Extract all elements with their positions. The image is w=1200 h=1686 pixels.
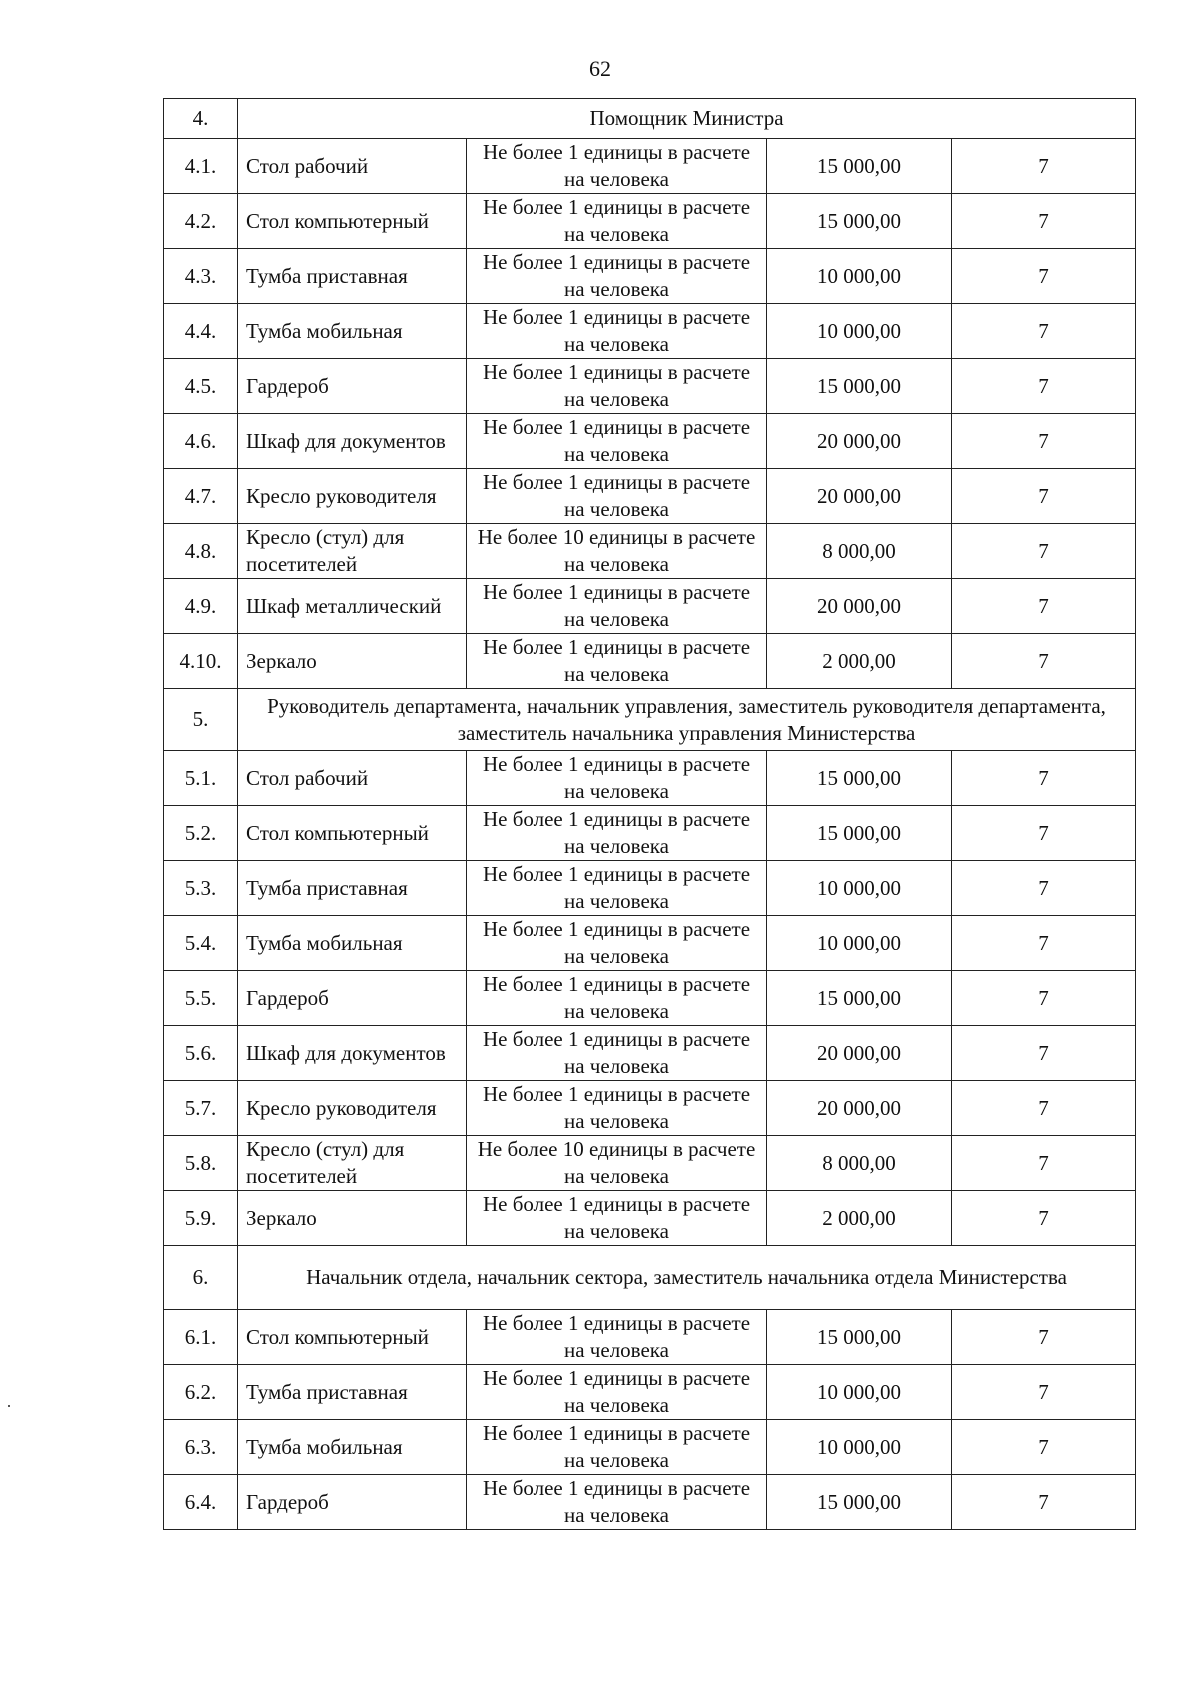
item-name: Тумба приставная	[238, 1365, 467, 1420]
table-row	[164, 916, 1136, 971]
table-row	[164, 1026, 1136, 1081]
item-number: 5.6.	[164, 1026, 238, 1081]
item-quantity-norm: Не более 10 единицы в расчете на человека	[467, 524, 767, 579]
table-row	[164, 806, 1136, 861]
item-price: 15 000,00	[767, 806, 952, 861]
item-name: Гардероб	[238, 1475, 467, 1530]
section-header-row	[164, 1246, 1136, 1310]
table-row	[164, 139, 1136, 194]
item-name: Стол рабочий	[238, 139, 467, 194]
item-service-life: 7	[952, 1026, 1136, 1081]
item-service-life: 7	[952, 194, 1136, 249]
item-price: 15 000,00	[767, 139, 952, 194]
table-row	[164, 1310, 1136, 1365]
table-row	[164, 524, 1136, 579]
item-quantity-norm: Не более 1 единицы в расчете на человека	[467, 1475, 767, 1530]
item-number: 4.4.	[164, 304, 238, 359]
item-quantity-norm: Не более 1 единицы в расчете на человека	[467, 806, 767, 861]
item-name: Тумба мобильная	[238, 304, 467, 359]
item-name: Тумба приставная	[238, 861, 467, 916]
section-title: Помощник Министра	[238, 99, 1136, 139]
item-number: 5.4.	[164, 916, 238, 971]
item-price: 15 000,00	[767, 359, 952, 414]
item-quantity-norm: Не более 1 единицы в расчете на человека	[467, 971, 767, 1026]
item-name: Кресло руководителя	[238, 1081, 467, 1136]
item-quantity-norm: Не более 1 единицы в расчете на человека	[467, 1081, 767, 1136]
item-number: 5.9.	[164, 1191, 238, 1246]
item-price: 2 000,00	[767, 1191, 952, 1246]
table-body	[164, 99, 1136, 1530]
item-price: 10 000,00	[767, 304, 952, 359]
item-price: 20 000,00	[767, 1081, 952, 1136]
item-quantity-norm: Не более 1 единицы в расчете на человека	[467, 249, 767, 304]
item-number: 5.8.	[164, 1136, 238, 1191]
section-number: 4.	[164, 99, 238, 139]
item-number: 4.2.	[164, 194, 238, 249]
item-service-life: 7	[952, 414, 1136, 469]
item-service-life: 7	[952, 751, 1136, 806]
item-name: Кресло (стул) для посетителей	[238, 524, 467, 579]
item-quantity-norm: Не более 1 единицы в расчете на человека	[467, 861, 767, 916]
item-service-life: 7	[952, 916, 1136, 971]
item-number: 5.7.	[164, 1081, 238, 1136]
item-service-life: 7	[952, 1136, 1136, 1191]
item-name: Гардероб	[238, 359, 467, 414]
table-row	[164, 304, 1136, 359]
item-service-life: 7	[952, 971, 1136, 1026]
section-title: Начальник отдела, начальник сектора, заместитель начальника отдела Министерства	[238, 1246, 1136, 1310]
item-quantity-norm: Не более 10 единицы в расчете на человека	[467, 1136, 767, 1191]
item-quantity-norm: Не более 1 единицы в расчете на человека	[467, 634, 767, 689]
item-quantity-norm: Не более 1 единицы в расчете на человека	[467, 414, 767, 469]
furniture-norms-table	[163, 98, 1136, 1530]
item-name: Тумба мобильная	[238, 1420, 467, 1475]
table-row	[164, 1191, 1136, 1246]
item-price: 8 000,00	[767, 1136, 952, 1191]
table-row	[164, 1475, 1136, 1530]
table-row	[164, 579, 1136, 634]
item-quantity-norm: Не более 1 единицы в расчете на человека	[467, 469, 767, 524]
section-header-row	[164, 689, 1136, 751]
item-quantity-norm: Не более 1 единицы в расчете на человека	[467, 304, 767, 359]
item-quantity-norm: Не более 1 единицы в расчете на человека	[467, 1420, 767, 1475]
item-service-life: 7	[952, 1365, 1136, 1420]
item-price: 10 000,00	[767, 1420, 952, 1475]
item-service-life: 7	[952, 861, 1136, 916]
item-number: 4.8.	[164, 524, 238, 579]
section-number: 6.	[164, 1246, 238, 1310]
table-row	[164, 249, 1136, 304]
item-service-life: 7	[952, 249, 1136, 304]
item-number: 4.6.	[164, 414, 238, 469]
item-service-life: 7	[952, 1081, 1136, 1136]
item-service-life: 7	[952, 579, 1136, 634]
item-number: 4.7.	[164, 469, 238, 524]
item-number: 4.10.	[164, 634, 238, 689]
item-price: 10 000,00	[767, 1365, 952, 1420]
item-number: 4.3.	[164, 249, 238, 304]
item-name: Шкаф металлический	[238, 579, 467, 634]
item-quantity-norm: Не более 1 единицы в расчете на человека	[467, 194, 767, 249]
item-number: 4.9.	[164, 579, 238, 634]
table-row	[164, 359, 1136, 414]
item-number: 5.3.	[164, 861, 238, 916]
table-row	[164, 861, 1136, 916]
item-service-life: 7	[952, 634, 1136, 689]
item-price: 10 000,00	[767, 249, 952, 304]
page-number: 62	[589, 56, 611, 81]
item-service-life: 7	[952, 806, 1136, 861]
item-service-life: 7	[952, 1475, 1136, 1530]
item-price: 15 000,00	[767, 751, 952, 806]
item-number: 5.2.	[164, 806, 238, 861]
item-name: Шкаф для документов	[238, 1026, 467, 1081]
item-name: Гардероб	[238, 971, 467, 1026]
item-price: 15 000,00	[767, 971, 952, 1026]
item-service-life: 7	[952, 304, 1136, 359]
item-quantity-norm: Не более 1 единицы в расчете на человека	[467, 916, 767, 971]
item-quantity-norm: Не более 1 единицы в расчете на человека	[467, 1365, 767, 1420]
section-header-row	[164, 99, 1136, 139]
item-price: 2 000,00	[767, 634, 952, 689]
item-name: Стол компьютерный	[238, 806, 467, 861]
scan-dot	[8, 1405, 10, 1407]
item-price: 15 000,00	[767, 194, 952, 249]
item-quantity-norm: Не более 1 единицы в расчете на человека	[467, 139, 767, 194]
item-price: 20 000,00	[767, 469, 952, 524]
item-name: Шкаф для документов	[238, 414, 467, 469]
item-name: Зеркало	[238, 1191, 467, 1246]
item-name: Стол компьютерный	[238, 194, 467, 249]
item-name: Стол компьютерный	[238, 1310, 467, 1365]
item-name: Зеркало	[238, 634, 467, 689]
item-quantity-norm: Не более 1 единицы в расчете на человека	[467, 1310, 767, 1365]
item-name: Стол рабочий	[238, 751, 467, 806]
item-service-life: 7	[952, 469, 1136, 524]
item-service-life: 7	[952, 1310, 1136, 1365]
item-name: Кресло (стул) для посетителей	[238, 1136, 467, 1191]
item-name: Тумба мобильная	[238, 916, 467, 971]
section-number: 5.	[164, 689, 238, 751]
item-number: 4.1.	[164, 139, 238, 194]
item-number: 6.4.	[164, 1475, 238, 1530]
item-quantity-norm: Не более 1 единицы в расчете на человека	[467, 1191, 767, 1246]
item-quantity-norm: Не более 1 единицы в расчете на человека	[467, 1026, 767, 1081]
item-price: 8 000,00	[767, 524, 952, 579]
item-price: 20 000,00	[767, 1026, 952, 1081]
item-number: 6.3.	[164, 1420, 238, 1475]
item-price: 20 000,00	[767, 579, 952, 634]
item-number: 4.5.	[164, 359, 238, 414]
item-quantity-norm: Не более 1 единицы в расчете на человека	[467, 751, 767, 806]
table-row	[164, 1136, 1136, 1191]
table-row	[164, 469, 1136, 524]
item-number: 6.2.	[164, 1365, 238, 1420]
item-price: 10 000,00	[767, 861, 952, 916]
item-service-life: 7	[952, 524, 1136, 579]
item-service-life: 7	[952, 359, 1136, 414]
table-row	[164, 971, 1136, 1026]
table-row	[164, 1365, 1136, 1420]
table-row	[164, 1081, 1136, 1136]
item-price: 20 000,00	[767, 414, 952, 469]
item-service-life: 7	[952, 1420, 1136, 1475]
item-service-life: 7	[952, 1191, 1136, 1246]
section-title: Руководитель департамента, начальник управления, заместитель руководителя департамента, заместитель начальника управления Министерства	[238, 689, 1136, 751]
item-service-life: 7	[952, 139, 1136, 194]
item-quantity-norm: Не более 1 единицы в расчете на человека	[467, 579, 767, 634]
table-row	[164, 751, 1136, 806]
item-quantity-norm: Не более 1 единицы в расчете на человека	[467, 359, 767, 414]
item-number: 6.1.	[164, 1310, 238, 1365]
table-row	[164, 1420, 1136, 1475]
item-name: Кресло руководителя	[238, 469, 467, 524]
item-price: 15 000,00	[767, 1310, 952, 1365]
item-number: 5.5.	[164, 971, 238, 1026]
item-number: 5.1.	[164, 751, 238, 806]
table-row	[164, 194, 1136, 249]
item-price: 10 000,00	[767, 916, 952, 971]
item-name: Тумба приставная	[238, 249, 467, 304]
item-price: 15 000,00	[767, 1475, 952, 1530]
table-row	[164, 634, 1136, 689]
table-row	[164, 414, 1136, 469]
